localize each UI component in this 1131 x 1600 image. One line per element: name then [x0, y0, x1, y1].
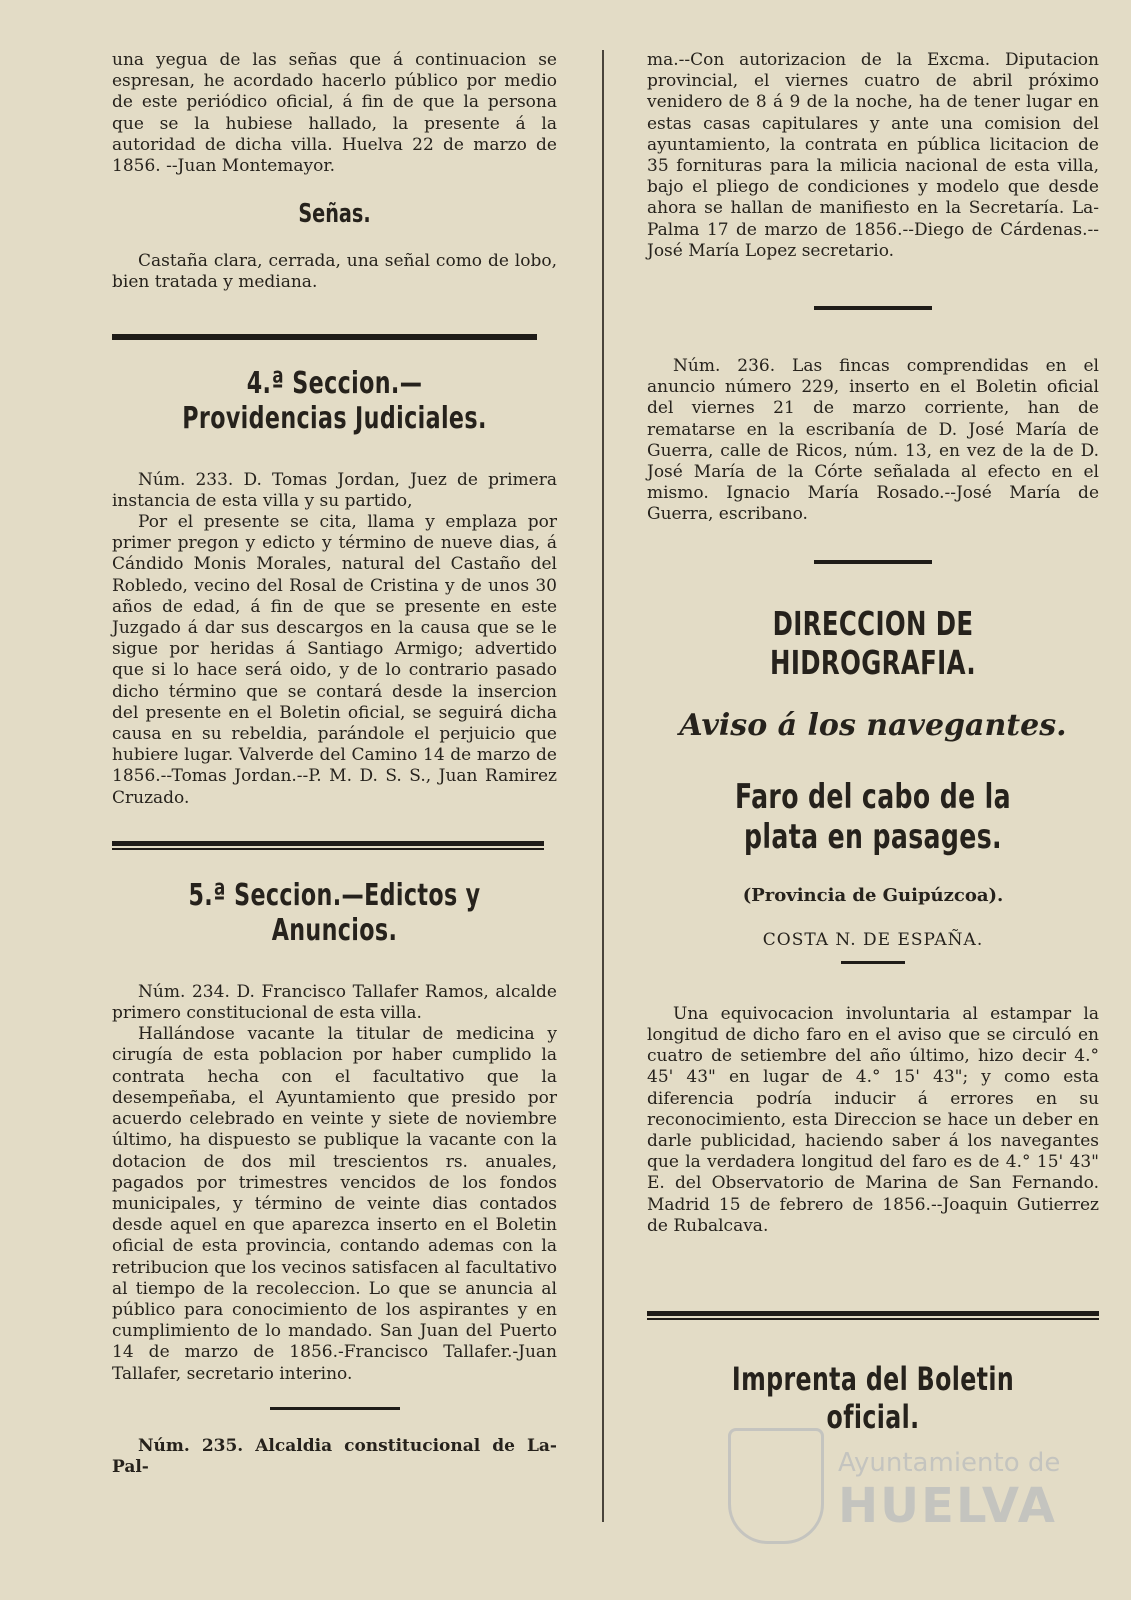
notice-separator: [814, 306, 932, 310]
heading-separator: [841, 961, 905, 964]
direccion-heading: DIRECCION DE HIDROGRAFIA.: [770, 603, 976, 682]
notice-separator: [270, 1407, 400, 1410]
notice-233-head: Núm. 233. D. Tomas Jordan, Juez de primera instancia de esta villa y su partido,: [112, 469, 557, 511]
notice-mare-continuation: una yegua de las señas que á continuacion se espresan, he acordado hacerlo público por medio de este periódico oficial, á fin de que la persona que se la hubiese hallado, la presente á la autoridad de dicha villa. Huelva 22 de marzo de 1856. --Juan Montemayor.: [112, 50, 557, 177]
section-rule: [112, 334, 537, 340]
shield-icon: [728, 1428, 824, 1544]
notice-236: Núm. 236. Las fincas comprendidas en el anuncio número 229, inserto en el Boletin oficial del viernes 21 de marzo corriente, han de rematarse en la escribanía de D. José María de Guerra, calle de Ricos, núm. 13, en vez de la de D. José María de la Córte señalada al efecto en el mismo. Ignacio María Rosado.--José María de Guerra, escribano.: [647, 356, 1099, 525]
section-rule: [112, 841, 544, 850]
watermark-line-2: HUELVA: [838, 1478, 1057, 1534]
section-rule: [647, 1311, 1099, 1320]
faro-body: Una equivocacion involuntaria al estampar la longitud de dicho faro en el aviso que se circuló en cuatro de setiembre del año último, hizo decir 4.° 45' 43" en lugar de 4.° 15' 43"; y como esta diferencia podría inducir á errores en su reconocimiento, esta Direccion se hace un deber en darle publicidad, haciendo saber á los navegantes que la verdadera longitud del faro es de 4.° 15' 43" E. del Observatorio de Marina de San Fernando. Madrid 15 de febrero de 1856.--Joaquin Gutierrez de Rubalcava.: [647, 1003, 1099, 1236]
column-divider: [602, 50, 604, 1522]
senas-heading: Señas.: [298, 199, 371, 230]
left-column: [112, 40, 557, 1478]
section-5-heading: 5.ª Seccion.—Edictos y Anuncios.: [188, 877, 481, 948]
costa-label: COSTA N. DE ESPAÑA.: [762, 929, 984, 950]
right-column: [647, 40, 1099, 1436]
notice-235-head: Núm. 235. Alcaldia constitucional de La-Pal-: [112, 1435, 557, 1477]
faro-heading: Faro del cabo de la plata en pasages.: [734, 776, 1012, 857]
notice-234-head: Núm. 234. D. Francisco Tallafer Ramos, alcalde primero constitucional de esta villa.: [112, 981, 557, 1024]
imprenta-footer: Imprenta del Boletin oficial.: [731, 1360, 1015, 1437]
aviso-heading: Aviso á los navegantes.: [679, 707, 1067, 743]
section-4-heading: 4.ª Seccion.—Providencias Judiciales.: [182, 365, 487, 436]
provincia-label: (Provincia de Guipúzcoa).: [742, 884, 1004, 906]
notice-234-body: Hallándose vacante la titular de medicina y cirugía de esta poblacion por haber cumplido la contrata hecha con el facultativo que la desempeñaba, el Ayuntamiento que presido por acuerdo celebrado en veinte y siete de noviembre último, ha dispuesto se publique la vacante con la dotacion de dos mil trescientos rs. anuales, pagados por trimestres vencidos de los fondos municipales, y término de veinte dias contados desde aquel en que aparezca inserto en el Boletin oficial de esta provincia, contando ademas con la retribucion que los vecinos satisfacen al facultativo al tiempo de la recoleccion. Lo que se anuncia al público para conocimiento de los aspirantes y en cumplimiento de lo mandado. San Juan del Puerto 14 de marzo de 1856.-Francisco Tallafer.-Juan Tallafer, secretario interino.: [112, 1024, 557, 1384]
notice-235-continuation: ma.--Con autorizacion de la Excma. Diputacion provincial, el viernes cuatro de abril próximo venidero de 8 á 9 de la noche, ha de tener lugar en estas casas capitulares y ante una comision del ayuntamiento, la contrata en pública licitacion de 35 fornituras para la milicia nacional de esta villa, bajo el pliego de condiciones y modelo que desde ahora se hallan de manifiesto en la Secretaría. La-Palma 17 de marzo de 1856.--Diego de Cárdenas.--José María Lopez secretario.: [647, 50, 1099, 261]
watermark-line-1: Ayuntamiento de: [838, 1448, 1061, 1478]
senas-text: Castaña clara, cerrada, una señal como de lobo, bien tratada y mediana.: [112, 251, 557, 293]
ayuntamiento-watermark: [728, 1428, 1068, 1538]
notice-separator: [814, 560, 932, 564]
notice-233-body: Por el presente se cita, llama y emplaza por primer pregon y edicto y término de nueve dias, á Cándido Monis Morales, natural del Castaño del Robledo, vecino del Rosal de Cristina y de unos 30 años de edad, á fin de que se presente en este Juzgado á dar sus descargos en la causa que se le sigue por heridas á Santiago Armigo; advertido que si lo hace será oido, y de lo contrario pasado dicho término que se contará desde la insercion del presente en el Boletin oficial, se seguirá dicha causa en su rebeldia, parándole el perjuicio que hubiere lugar. Valverde del Camino 14 de marzo de 1856.--Tomas Jordan.--P. M. D. S. S., Juan Ramirez Cruzado.: [112, 512, 557, 808]
